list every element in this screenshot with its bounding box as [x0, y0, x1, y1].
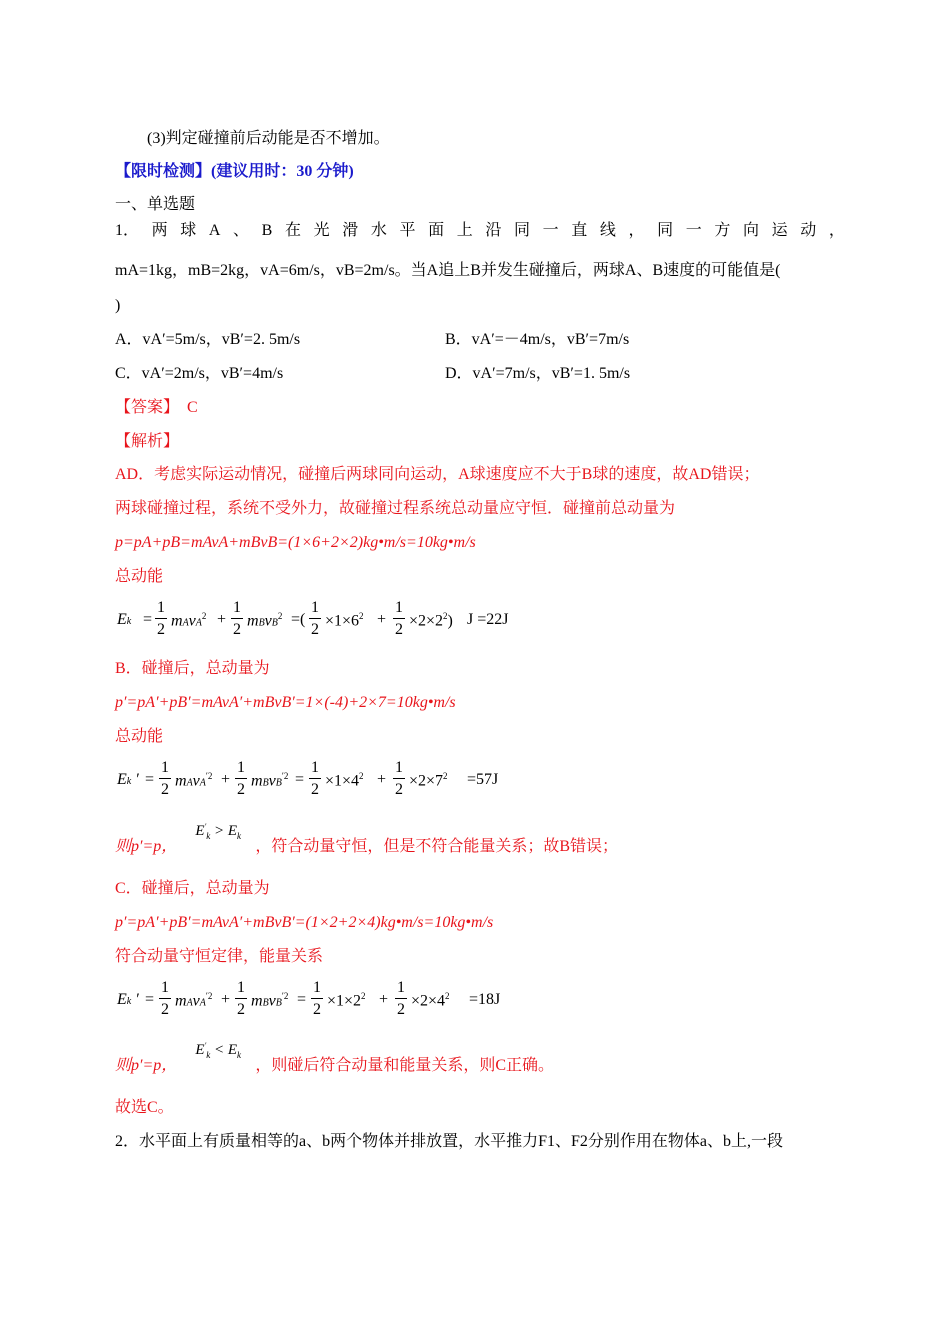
q1-stem-char: 、: [233, 222, 250, 239]
eq3-half: 1 2: [237, 979, 245, 1018]
b-conclusion-post: ，符合动量守恒，但是不符合能量关系；故B错误；: [255, 838, 618, 855]
eq2-half: 1 2: [237, 759, 245, 798]
c-conclusion-post: ，则碰后符合动量和能量关系，则C正确。: [255, 1057, 554, 1074]
section-title: 一、单选题: [115, 196, 196, 213]
q1-stem-char: 同: [657, 222, 674, 239]
eq1-lhs: Ek: [117, 611, 132, 628]
step3-text: (3)判定碰撞前后动能是否不增加。: [147, 130, 390, 147]
eq3-plus: +: [221, 991, 231, 1008]
eq3-half: 1 2: [397, 979, 405, 1018]
q1-stem-char: 平: [399, 222, 416, 239]
eq3-lhs: Ek ′: [117, 991, 139, 1008]
answer-label: 【答案】: [115, 399, 180, 416]
c-conclusion-pre: 则p′=p，: [115, 1057, 178, 1074]
eq1-plus: +: [217, 611, 227, 628]
q1-stem-char: 滑: [342, 222, 359, 239]
eq3-term-a: mAvA$^{'2}$: [175, 991, 213, 1010]
analysis-label: 【解析】: [115, 433, 180, 450]
q1-stem-char: 方: [714, 222, 731, 239]
eq3-calc-b: $\times 2\times 4^2$: [411, 991, 450, 1010]
q1-stem-char: 向: [742, 222, 759, 239]
eq2-half: 1 2: [395, 759, 403, 798]
q2-stem: 2．水平面上有质量相等的a、b两个物体并排放置，水平推力F1、F2分别作用在物体a、b上,一段: [115, 1133, 784, 1150]
q1-stem-char: 沿: [485, 222, 502, 239]
b-head: B．碰撞后，总动量为: [115, 660, 270, 677]
b-momentum: p′=pA′+pB′=mAvA′+mBvB′=1×(-4)+2×7=10kg•m/s: [115, 694, 456, 711]
eq2-calc-a: $\times 1\times 4^2$: [325, 771, 364, 790]
q1-stem-char: 直: [571, 222, 588, 239]
eq3-equals: =: [145, 991, 155, 1008]
eq1-calc-a: $\times 1\times 6^2$: [325, 611, 364, 630]
q1-stem-char: 动: [800, 222, 817, 239]
eq1-half: 1 2: [233, 599, 241, 638]
final-choice: 故选C。: [115, 1099, 174, 1116]
eq2-calc-b: $\times 2\times 7^2$: [409, 771, 448, 790]
q1-stem-char: 光: [313, 222, 330, 239]
eq2-equals: =: [295, 771, 305, 788]
analysis-collision: 两球碰撞过程，系统不受外力，故碰撞过程系统总动量应守恒．碰撞前总动量为: [115, 500, 676, 517]
q1-stem-char: 同: [513, 222, 530, 239]
eq2-term-b: mBvB$^{'2}$: [251, 771, 289, 790]
eq1-term-b: mBvB$^2$: [247, 611, 283, 630]
q1-option-a: A．vA′=5m/s，vB′=2. 5m/s: [115, 331, 301, 348]
analysis-ad: AD．考虑实际运动情况，碰撞后两球同向运动，A球速度应不大于B球的速度，故AD错误；: [115, 466, 760, 483]
eq1-equals: =: [143, 611, 153, 628]
b-conclusion: [115, 822, 618, 855]
q1-option-b: B．vA′=－4m/s，vB′=7m/s: [445, 331, 630, 348]
test-header-time: (建议用时：30 分钟): [211, 163, 354, 180]
q1-option-d: D．vA′=7m/s，vB′=1. 5m/s: [445, 365, 631, 382]
q1-number: 1．: [115, 222, 140, 239]
eq2-half: 1 2: [161, 759, 169, 798]
q1-stem-line1: [115, 223, 845, 239]
q1-stem-char: 在: [284, 222, 301, 239]
eq1-half: 1 2: [157, 599, 165, 638]
q1-stem-line2: mA=1kg，mB=2kg，vA=6m/s，vB=2m/s。当A追上B并发生碰撞后，两球A、B速度的可能值是(: [115, 262, 781, 279]
q1-stem-char: 一: [542, 222, 559, 239]
eq2-result: =57J: [467, 771, 499, 788]
answer-line: [115, 400, 198, 416]
q1-stem-char: ，: [828, 222, 845, 239]
q1-stem-char: ，: [628, 222, 645, 239]
answer-value: C: [187, 399, 198, 416]
equation-ke-before: [115, 596, 545, 648]
eq1-calc-b: $\times 2\times 2^2$): [409, 611, 453, 630]
eq3-plus: +: [379, 991, 389, 1008]
eq1-result: J =22J: [467, 611, 509, 628]
q1-stem-char: B: [261, 222, 273, 239]
eq2-term-a: mAvA$^{'2}$: [175, 771, 213, 790]
b-conclusion-pre: 则p′=p，: [115, 838, 178, 855]
eq3-calc-a: $\times 1\times 2^2$: [327, 991, 366, 1010]
equation-ke-c: [115, 976, 545, 1028]
eq1-term-a: mAvA$^2$: [171, 611, 207, 630]
eq3-equals: =: [297, 991, 307, 1008]
q1-option-c: C．vA′=2m/s，vB′=4m/s: [115, 365, 284, 382]
b-ke-label: 总动能: [115, 728, 164, 745]
q1-stem-char: A: [208, 222, 221, 239]
q1-stem-char: 水: [370, 222, 387, 239]
analysis-p-before: p=pA+pB=mAvA+mBvB=(1×6+2×2)kg•m/s=10kg•m/s: [115, 534, 476, 551]
eq3-half: 1 2: [161, 979, 169, 1018]
eq2-plus: +: [221, 771, 231, 788]
q1-stem-char: 上: [456, 222, 473, 239]
c-momentum: p′=pA′+pB′=mAvA′+mBvB′=(1×2+2×4)kg•m/s=10kg•m/s: [115, 914, 494, 931]
b-ke-compare: $E'_k > E_k$: [195, 822, 242, 841]
eq1-plus: +: [377, 611, 387, 628]
c-ke-compare: $E'_k < E_k$: [195, 1041, 242, 1060]
q1-stem-char: 球: [180, 222, 197, 239]
eq2-half: 1 2: [311, 759, 319, 798]
analysis-ke-label: 总动能: [115, 568, 164, 585]
eq3-term-b: mBvB$^{'2}$: [251, 991, 289, 1010]
eq2-plus: +: [377, 771, 387, 788]
q1-stem-char: 面: [428, 222, 445, 239]
q1-stem-line3: ): [115, 297, 121, 314]
c-law: 符合动量守恒定律，能量关系: [115, 948, 324, 965]
q1-stem-char: 运: [771, 222, 788, 239]
eq3-half: 1 2: [313, 979, 321, 1018]
q1-stem-char: 线: [599, 222, 616, 239]
c-head: C．碰撞后，总动量为: [115, 880, 270, 897]
eq1-half: 1 2: [311, 599, 319, 638]
q1-stem-char: 一: [685, 222, 702, 239]
eq3-result: =18J: [469, 991, 501, 1008]
eq1-half: 1 2: [395, 599, 403, 638]
eq2-lhs: Ek ′: [117, 771, 139, 788]
equation-ke-b: [115, 756, 545, 808]
c-conclusion: [115, 1041, 554, 1074]
test-header-bracket: 【限时检测】: [115, 163, 212, 180]
eq1-equals-open: =(: [291, 611, 306, 628]
eq2-equals: =: [145, 771, 155, 788]
q1-stem-char: 两: [151, 222, 168, 239]
test-header: [115, 164, 354, 180]
